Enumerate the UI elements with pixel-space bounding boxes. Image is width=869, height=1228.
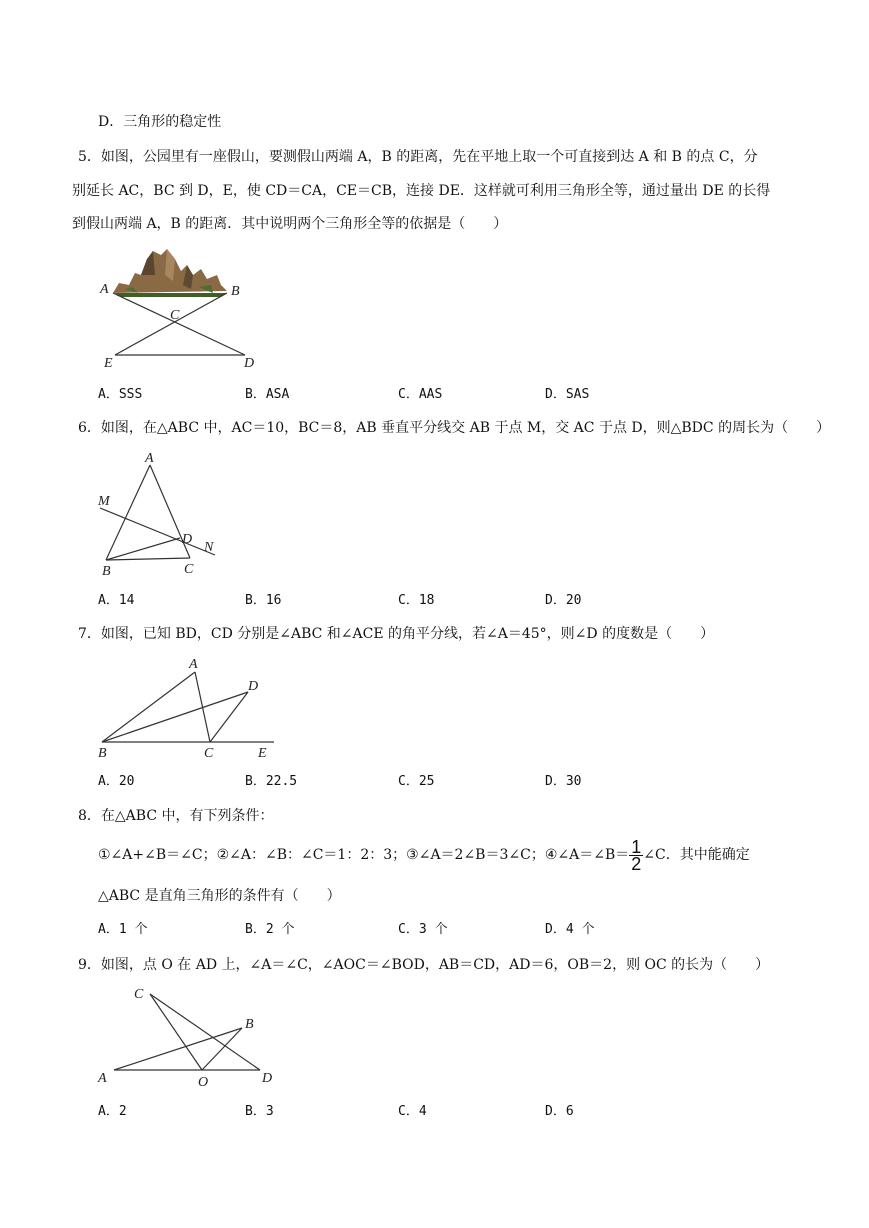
q8-option-d: D．4 个 [545, 922, 595, 937]
q7-text-line-1: 7．如图，已知 BD，CD 分别是∠ABC 和∠ACE 的角平分线，若∠A＝45°，则∠D 的度数是（ ） [78, 626, 715, 642]
q5-text-line-2: 别延长 AC，BC 到 D，E，使 CD＝CA，CE＝CB，连接 DE．这样就可利用三角形全等，通过量出 DE 的长得 [72, 183, 771, 199]
q5-label-c: C [170, 308, 180, 323]
q7-label-e: E [258, 746, 267, 761]
q5-label-e: E [104, 356, 113, 371]
q5-option-d: D．SAS [545, 387, 590, 402]
q7-option-c: C．25 [398, 774, 435, 789]
q6-option-c: C．18 [398, 593, 435, 608]
q6-label-d: D [182, 532, 193, 547]
q9-option-a: A．2 [98, 1104, 127, 1119]
q5-label-a: A [100, 282, 109, 297]
q5-option-a: A．SSS [98, 387, 143, 402]
q9-label-b: B [245, 1017, 254, 1032]
q5-option-b: B．ASA [245, 387, 290, 402]
q8-fraction-denominator: 2 [631, 853, 642, 874]
rockery-image [113, 249, 227, 297]
q6-label-n: N [204, 540, 214, 555]
q7-label-d: D [248, 679, 259, 694]
q5-text-line-1: 5．如图，公园里有一座假山，要测假山两端 A，B 的距离，先在平地上取一个可直接到达 A 和 B 的点 C，分 [78, 149, 758, 165]
q5-label-b: B [231, 284, 240, 299]
q8-fraction-numerator: 1 [631, 836, 642, 857]
q9-option-c: C．4 [398, 1104, 427, 1119]
q7-option-b: B．22.5 [245, 774, 298, 789]
q6-label-a: A [145, 451, 154, 466]
q8-text-line-3: △ABC 是直角三角形的条件有（ ） [98, 888, 341, 904]
q7-label-c: C [204, 746, 214, 761]
q9-option-d: D．6 [545, 1104, 574, 1119]
q7-label-a: A [189, 657, 198, 672]
q8-conditions-text: ①∠A+∠B＝∠C；②∠A：∠B：∠C＝1：2：3；③∠A＝2∠B＝3∠C；④∠A＝∠B＝ [98, 847, 630, 863]
q6-option-a: A．14 [98, 593, 135, 608]
q6-label-m: M [98, 494, 110, 509]
q9-congruent-triangles-figure [92, 982, 292, 1092]
q5-option-c: C．AAS [398, 387, 443, 402]
option-d-previous-question: D．三角形的稳定性 [98, 114, 222, 130]
q5-label-d: D [244, 356, 255, 371]
q5-text-line-3: 到假山两端 A，B 的距离．其中说明两个三角形全等的依据是（ ） [72, 216, 508, 232]
q8-option-c: C．3 个 [398, 922, 448, 937]
q9-label-c: C [134, 987, 144, 1002]
q6-option-b: B．16 [245, 593, 282, 608]
q8-text-line-1: 8．在△ABC 中，有下列条件： [78, 808, 274, 824]
q6-triangle-figure [90, 445, 250, 585]
q8-text-line-2 [98, 838, 750, 872]
q7-angle-bisector-figure [92, 652, 282, 762]
q6-option-d: D．20 [545, 593, 582, 608]
q8-option-b: B．2 个 [245, 922, 295, 937]
q7-label-b: B [98, 746, 107, 761]
q9-label-a: A [98, 1071, 107, 1086]
q7-option-d: D．30 [545, 774, 582, 789]
q8-conditions-tail: ∠C．其中能确定 [643, 847, 750, 863]
q8-option-a: A．1 个 [98, 922, 148, 937]
q9-option-b: B．3 [245, 1104, 274, 1119]
q6-text-line-1: 6．如图，在△ABC 中，AC＝10，BC＝8，AB 垂直平分线交 AB 于点 M，交 AC 于点 D，则△BDC 的周长为（ ） [78, 420, 831, 436]
q5-rockery-figure [95, 245, 275, 375]
q8-fraction-one-half [629, 836, 643, 874]
q9-label-o: O [198, 1075, 209, 1090]
q9-text-line-1: 9．如图，点 O 在 AD 上，∠A＝∠C，∠AOC＝∠BOD，AB＝CD，AD＝6，OB＝2，则 OC 的长为（ ） [78, 957, 770, 973]
q6-label-b: B [102, 564, 111, 579]
q7-option-a: A．20 [98, 774, 135, 789]
q6-label-c: C [184, 562, 194, 577]
q9-label-d: D [262, 1071, 273, 1086]
